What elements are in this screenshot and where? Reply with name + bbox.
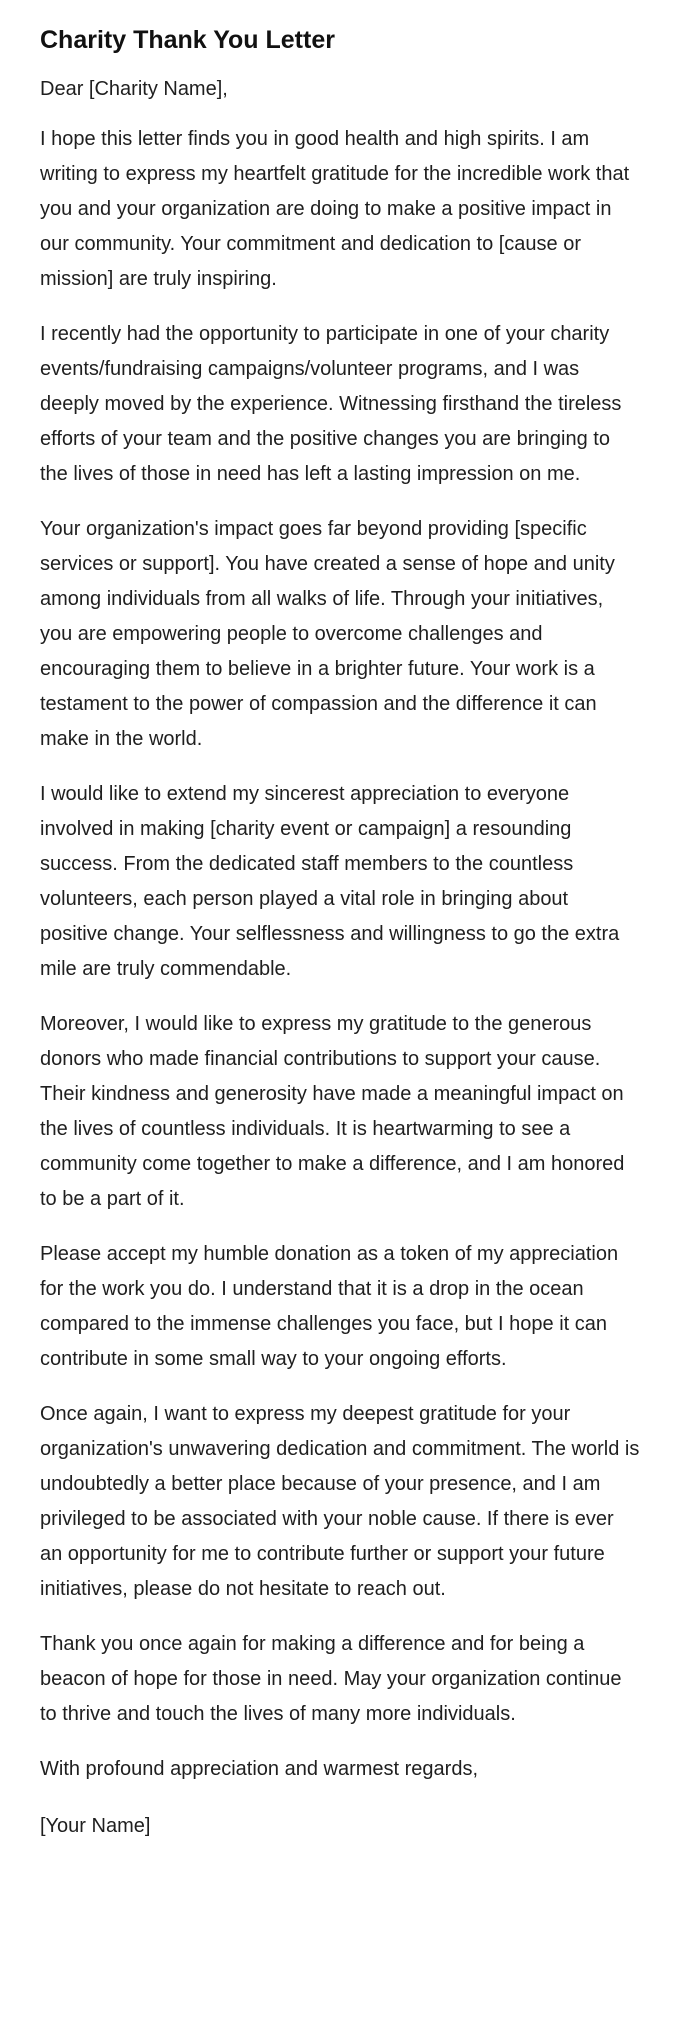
salutation: Dear [Charity Name], xyxy=(40,78,228,100)
letter-title: Charity Thank You Letter xyxy=(40,26,335,54)
paragraph-7: Once again, I want to express my deepest gratitude for your organization's unwavering dedication and commitment. The world is undoubtedly a better place because of your presence, and I am privileged to be associated with your noble cause. If there is ever an opportunity for me to contribute further or support your future initiatives, please do not hesitate to reach out. xyxy=(40,1403,640,1600)
paragraph-2: I recently had the opportunity to participate in one of your charity events/fundraising campaigns/volunteer programs, and I was deeply moved by the experience. Witnessing firsthand the tireless efforts of your team and the positive changes you are bringing to the lives of those in need has left a lasting impression on me. xyxy=(40,323,622,485)
paragraph-3: Your organization's impact goes far beyond providing [specific services or support]. You have created a sense of hope and unity among individuals from all walks of life. Through your initiatives, you are empowering people to overcome challenges and encouraging them to believe in a brighter future. Your work is a testament to the power of compassion and the difference it can make in the world. xyxy=(40,518,615,750)
paragraph-6: Please accept my humble donation as a token of my appreciation for the work you do. I understand that it is a drop in the ocean compared to the immense challenges you face, but I hope it can contribute in some small way to your ongoing efforts. xyxy=(40,1243,619,1370)
paragraph-1: I hope this letter finds you in good health and high spirits. I am writing to express my heartfelt gratitude for the incredible work that you and your organization are doing to make a positive impact in our community. Your commitment and dedication to [cause or mission] are truly inspiring. xyxy=(40,128,630,290)
signature: [Your Name] xyxy=(40,1815,151,1837)
closing-line: With profound appreciation and warmest regards, xyxy=(40,1758,479,1780)
paragraph-5: Moreover, I would like to express my gratitude to the generous donors who made financial contributions to support your cause. Their kindness and generosity have made a meaningful impact on the lives of countless individuals. It is heartwarming to see a community come together to make a difference, and I am honored to be a part of it. xyxy=(40,1013,625,1210)
paragraph-4: I would like to extend my sincerest appreciation to everyone involved in making [charity event or campaign] a resounding success. From the dedicated staff members to the countless volunteers, each person played a vital role in bringing about positive change. Your selflessness and willingness to go the extra mile are truly commendable. xyxy=(40,783,620,980)
paragraph-8: Thank you once again for making a difference and for being a beacon of hope for those in need. May your organization continue to thrive and touch the lives of many more individuals. xyxy=(40,1633,622,1725)
